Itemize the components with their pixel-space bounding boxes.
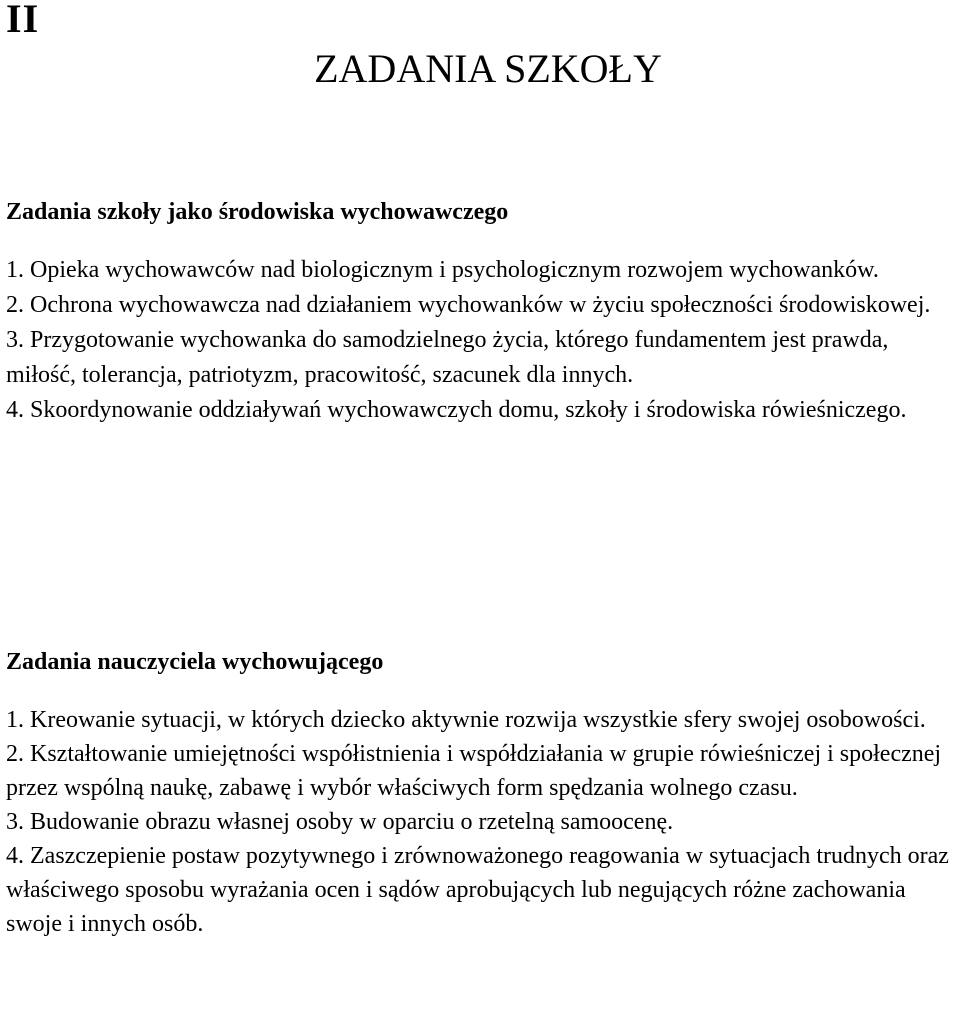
task-list <box>6 253 956 428</box>
section-heading: Zadania nauczyciela wychowującego <box>6 649 384 675</box>
list-item: 3. Budowanie obrazu własnej osoby w oparciu o rzetelną samoocenę. <box>6 809 674 835</box>
section-school-tasks <box>6 195 956 428</box>
section-teacher-tasks <box>6 645 956 941</box>
list-item: 4. Zaszczepienie postaw pozytywnego i zrównoważonego reagowania w sytuacjach trudnych oraz właściwego sposobu wyrażania ocen i sądów aprobujących lub negujących różne zachowania swoje i innych osób. <box>6 843 949 937</box>
list-item: 2. Kształtowanie umiejętności współistnienia i współdziałania w grupie rówieśniczej i społecznej przez wspólną naukę, zabawę i wybór właściwych form spędzania wolnego czasu. <box>6 741 942 801</box>
list-item: 4. Skoordynowanie oddziaływań wychowawczych domu, szkoły i środowiska rówieśniczego. <box>6 397 907 423</box>
list-item: 1. Kreowanie sytuacji, w których dziecko aktywnie rozwija wszystkie sfery swojej osobowości. <box>6 707 926 733</box>
task-list <box>6 703 956 941</box>
list-item: 2. Ochrona wychowawcza nad działaniem wychowanków w życiu społeczności środowiskowej. <box>6 292 931 318</box>
section-heading: Zadania szkoły jako środowiska wychowawczego <box>6 199 509 225</box>
list-item: 1. Opieka wychowawców nad biologicznym i psychologicznym rozwojem wychowanków. <box>6 257 879 283</box>
list-item: 3. Przygotowanie wychowanka do samodzielnego życia, którego fundamentem jest prawda, miłość, tolerancja, patriotyzm, pracowitość, szacunek dla innych. <box>6 327 889 388</box>
chapter-title: ZADANIA SZKOŁY <box>314 46 662 91</box>
chapter-number: II <box>6 0 40 41</box>
